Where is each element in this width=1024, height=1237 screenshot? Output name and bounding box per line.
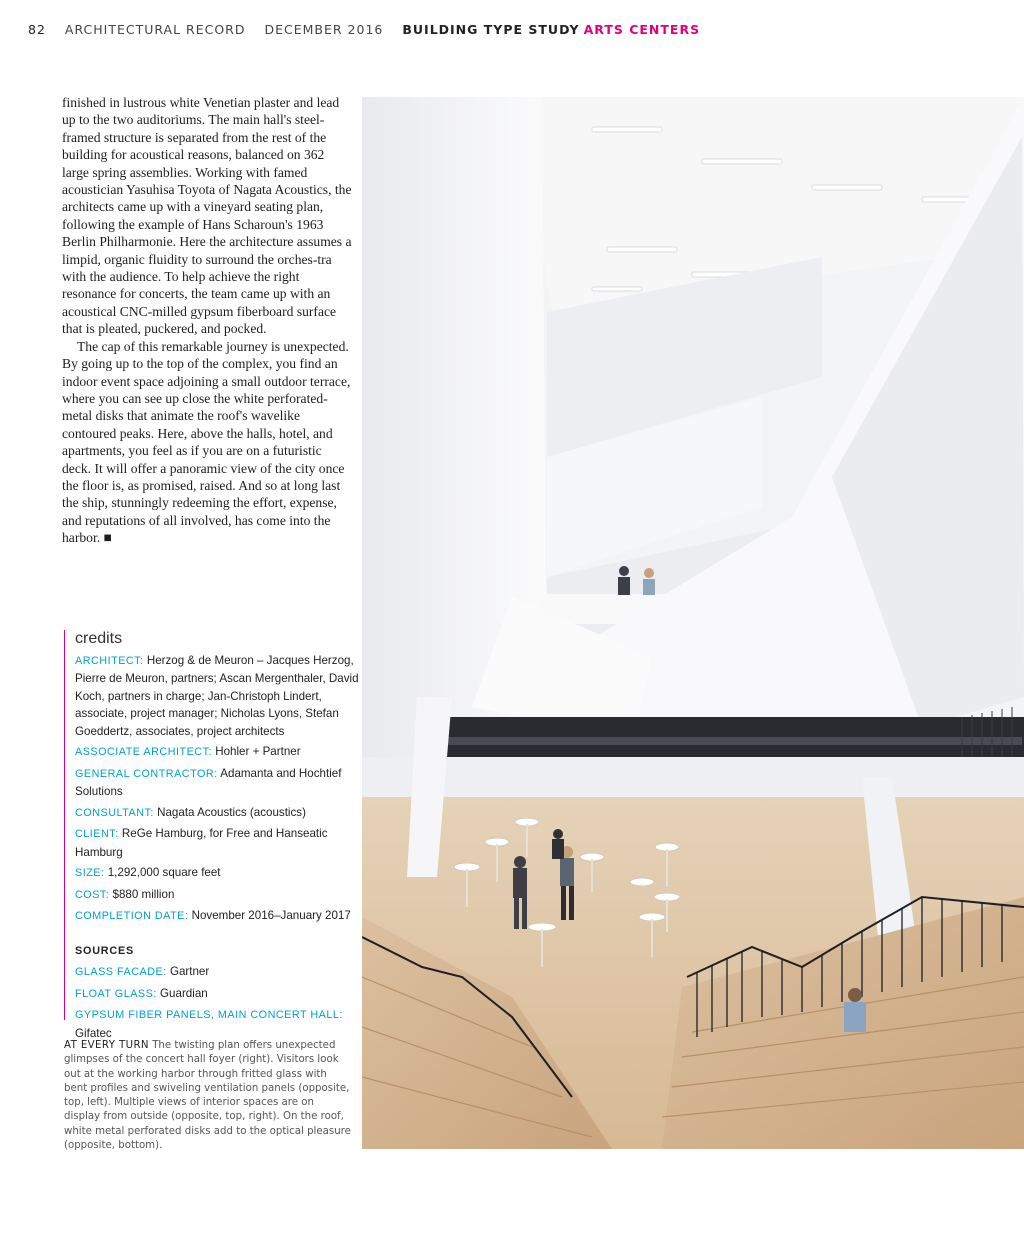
credits-box (64, 630, 365, 1040)
credit-value: Guardian (156, 986, 208, 1000)
credit-value: Hohler + Partner (211, 745, 301, 758)
credit-entry (75, 985, 365, 1004)
credit-entry (75, 743, 365, 762)
credit-label: COMPLETION DATE: (75, 910, 189, 922)
credit-entry (75, 886, 365, 905)
credit-label: ARCHITECT: (75, 654, 144, 667)
credits-heading: credits (75, 630, 123, 647)
credit-value: 1,292,000 square feet (104, 866, 221, 879)
sources-heading: SOURCES (75, 944, 134, 957)
credit-value: Gifatec (75, 1026, 112, 1040)
credit-entry (75, 1006, 365, 1042)
photo-caption (64, 1039, 352, 1153)
credit-entry (75, 963, 365, 982)
concert-hall-foyer-photo (362, 97, 1024, 1149)
article-body (62, 94, 352, 547)
credit-value: Adamanta and Hochtief Solutions (75, 766, 342, 798)
caption-text: The twisting plan offers unexpected glimpses of the concert hall foyer (right). Visitors look out at the working harbor through fritted glass with bent profiles and swiveling ventilation panels (opposite, top, left). Multiple views of interior spaces are on display from outside (opposite, top, right). On the roof, white metal perforated disks add to the optical pleasure (opposite, bottom). (64, 1040, 351, 1152)
credits-list (75, 652, 365, 926)
credit-label: GYPSUM FIBER PANELS, MAIN CONCERT HALL: (75, 1009, 343, 1021)
credit-entry (75, 652, 365, 741)
publication-name: ARCHITECTURAL RECORD (64, 22, 246, 37)
credit-label: COST: (75, 888, 110, 901)
article-paragraph: finished in lustrous white Venetian plaster and lead up to the two auditoriums. The main hall's steel-framed structure is separated from the rest of the building for acoustical reasons, balanced on 362 large spring assemblies. Working with famed acoustician Yasuhisa Toyota of Nagata Acoustics, the architects came up with a vineyard seating plan, following the example of Hans Scharoun's 1963 Berlin Philharmonie. Here the architecture assumes a limpid, organic fluidity to surround the orches-tra with the audience. To help achieve the right resonance for concerts, the team came up with an acoustical CNC-milled gypsum fiberboard surface that is pleated, puckered, and pocked. (62, 95, 352, 337)
credit-label: SIZE: (75, 867, 105, 879)
credit-label: GENERAL CONTRACTOR: (75, 767, 218, 780)
credit-entry (75, 864, 365, 883)
credit-entry (75, 804, 365, 823)
credit-label: ASSOCIATE ARCHITECT: (75, 746, 212, 758)
article-paragraph: The cap of this remarkable journey is unexpected. By going up to the top of the complex, you find an indoor event space adjoining a small outdoor terrace, where you can see up close the white perforated-metal disks that animate the roof's wavelike contoured peaks. Here, above the halls, hotel, and apartments, you feel as if you are on a futuristic deck. It will offer a panoramic view of the city once the floor is, as promised, raised. And so at long last the ship, stunningly redeeming the effort, expense, and reputations of all involved, has come into the harbor. ■ (62, 338, 351, 546)
credit-value: $880 million (109, 887, 175, 901)
credit-label: CONSULTANT: (75, 806, 154, 819)
sources-list (75, 963, 365, 1042)
credit-label: GLASS FACADE: (75, 966, 167, 978)
issue-date: DECEMBER 2016 (264, 22, 384, 37)
caption-label: AT EVERY TURN (64, 1040, 149, 1051)
credit-label: FLOAT GLASS: (75, 987, 157, 1000)
credit-entry (75, 825, 365, 861)
credit-value: November 2016–January 2017 (188, 909, 351, 922)
credit-entry (75, 765, 365, 801)
study-label: BUILDING TYPE STUDY (402, 22, 580, 37)
credit-value: Herzog & de Meuron – Jacques Herzog, Pierre de Meuron, partners; Ascan Mergenthaler, David Koch, partners in charge; Jan-Christoph Lindert, associate, project manager; Nicholas Lyons, Stefan Goeddertz, associates, project architects (75, 653, 359, 738)
credit-entry (75, 907, 365, 926)
credit-value: Gartner (166, 965, 210, 978)
credit-value: Nagata Acoustics (acoustics) (153, 805, 306, 819)
credit-label: CLIENT: (75, 828, 119, 840)
running-header (28, 22, 714, 38)
section-label: ARTS CENTERS (583, 22, 701, 37)
credit-value: ReGe Hamburg, for Free and Hanseatic Hamburg (75, 827, 328, 859)
page-number: 82 (28, 22, 46, 37)
